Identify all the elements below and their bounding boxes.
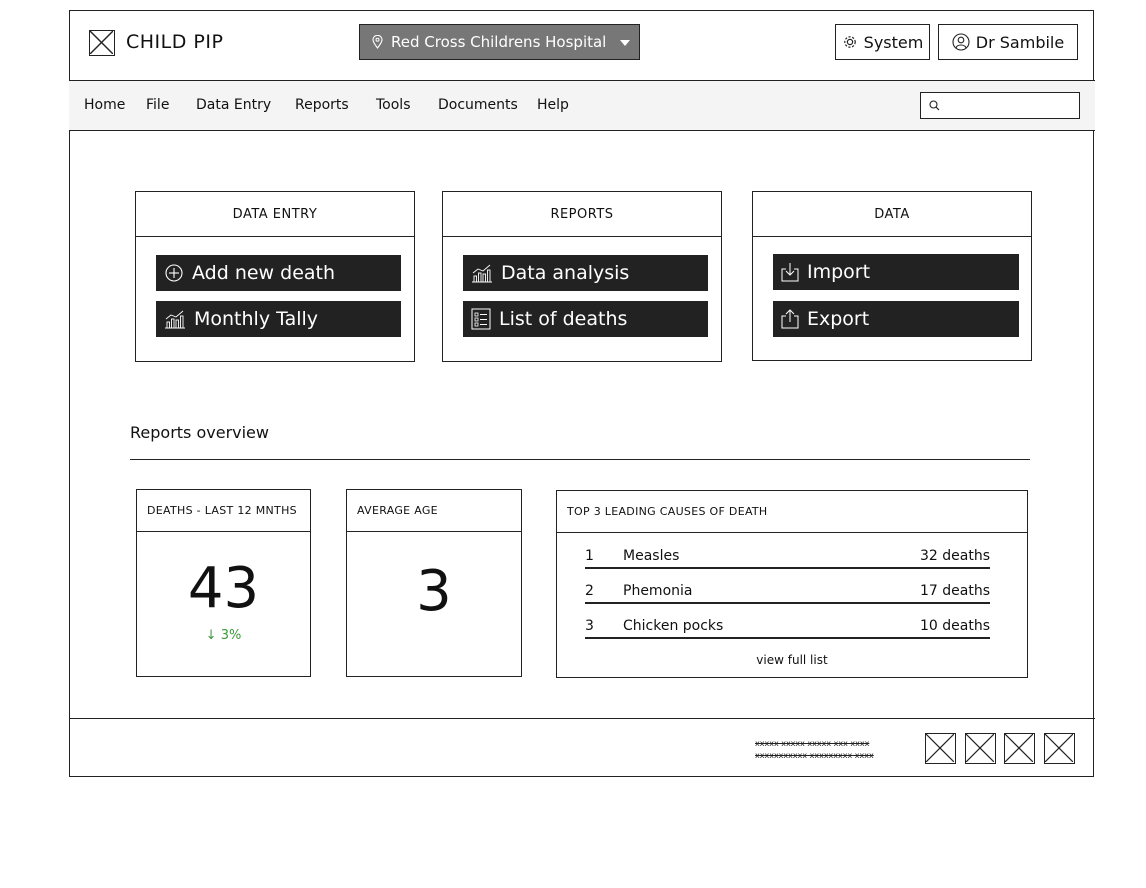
top-causes-card — [556, 490, 1028, 678]
nav-item-data-entry[interactable]: Data Entry — [196, 97, 272, 113]
search-icon — [929, 100, 940, 111]
logo-placeholder-icon — [89, 30, 115, 56]
nav-item-reports[interactable]: Reports — [295, 97, 349, 113]
nav-item-documents[interactable]: Documents — [438, 97, 518, 113]
cause-rank: 2 — [585, 583, 594, 599]
cause-rank: 3 — [585, 618, 594, 634]
cause-row — [585, 605, 990, 639]
hospital-select[interactable] — [359, 24, 640, 60]
reports-panel — [442, 191, 722, 362]
nav-item-tools[interactable]: Tools — [376, 97, 411, 113]
footer-image-placeholder-icon[interactable] — [1044, 733, 1075, 764]
panel-title: REPORTS — [443, 192, 721, 237]
cause-row — [585, 570, 990, 604]
nav-item-help[interactable]: Help — [537, 97, 569, 113]
footer-text: xxxxx xxxxx xxxxx xxx xxxx — [755, 739, 870, 748]
card-title: TOP 3 LEADING CAUSES OF DEATH — [557, 491, 1027, 533]
hospital-select-value: Red Cross Childrens Hospital — [391, 33, 607, 51]
footer-text: xxxxxxxxxxx xxxxxxxxx xxxx — [755, 751, 874, 760]
export-button[interactable] — [773, 301, 1019, 337]
button-label: Export — [807, 308, 870, 330]
plus-circle-icon — [164, 263, 184, 283]
cause-rank: 1 — [585, 548, 594, 564]
average-age-value: 3 — [416, 559, 452, 624]
data-panel — [752, 191, 1032, 361]
section-divider — [130, 459, 1030, 460]
cause-count: 10 deaths — [920, 618, 990, 634]
bar-chart-icon — [471, 263, 493, 283]
deaths-trend: ↓ 3% — [205, 628, 242, 643]
nav-item-home[interactable]: Home — [84, 97, 126, 113]
card-title: AVERAGE AGE — [347, 490, 521, 532]
cause-name: Measles — [623, 548, 680, 564]
import-icon — [781, 262, 799, 282]
app-name: CHILD PIP — [126, 31, 224, 53]
reports-overview-title: Reports overview — [130, 423, 269, 442]
cause-name: Chicken pocks — [623, 618, 724, 634]
deaths-count: 43 — [187, 556, 260, 621]
footer-image-placeholder-icon[interactable] — [965, 733, 996, 764]
gear-icon — [842, 34, 858, 50]
search-box[interactable] — [920, 92, 1080, 119]
import-button[interactable] — [773, 254, 1019, 290]
user-button[interactable] — [938, 24, 1078, 60]
panel-title: DATA — [753, 192, 1031, 237]
button-label: List of deaths — [499, 308, 628, 330]
bar-chart-icon — [164, 309, 186, 329]
search-input[interactable] — [946, 98, 1070, 114]
monthly-tally-button[interactable] — [156, 301, 401, 337]
user-icon — [952, 33, 970, 51]
card-title: DEATHS - LAST 12 MNTHS — [137, 490, 310, 532]
data-entry-panel — [135, 191, 415, 362]
cause-count: 17 deaths — [920, 583, 990, 599]
button-label: Monthly Tally — [194, 308, 319, 330]
cause-count: 32 deaths — [920, 548, 990, 564]
average-age-card — [346, 489, 522, 677]
deaths-card — [136, 489, 311, 677]
footer-image-placeholder-icon[interactable] — [925, 733, 956, 764]
panel-title: DATA ENTRY — [136, 192, 414, 237]
button-label: Import — [807, 261, 871, 283]
cause-name: Phemonia — [623, 583, 693, 599]
location-pin-icon — [372, 35, 383, 49]
export-icon — [781, 309, 799, 329]
nav-item-file[interactable]: File — [146, 97, 170, 113]
add-new-death-button[interactable] — [156, 255, 401, 291]
footer-divider — [69, 718, 1095, 719]
list-icon — [471, 308, 491, 330]
view-full-list-link[interactable]: view full list — [756, 653, 828, 667]
button-label: Add new death — [192, 262, 336, 284]
system-button[interactable] — [835, 24, 930, 60]
cause-row — [585, 535, 990, 569]
list-of-deaths-button[interactable] — [463, 301, 708, 337]
user-button-label: Dr Sambile — [975, 32, 1065, 52]
system-button-label: System — [863, 32, 924, 52]
button-label: Data analysis — [501, 262, 630, 284]
chevron-down-icon — [620, 40, 630, 46]
footer-image-placeholder-icon[interactable] — [1004, 733, 1035, 764]
data-analysis-button[interactable] — [463, 255, 708, 291]
